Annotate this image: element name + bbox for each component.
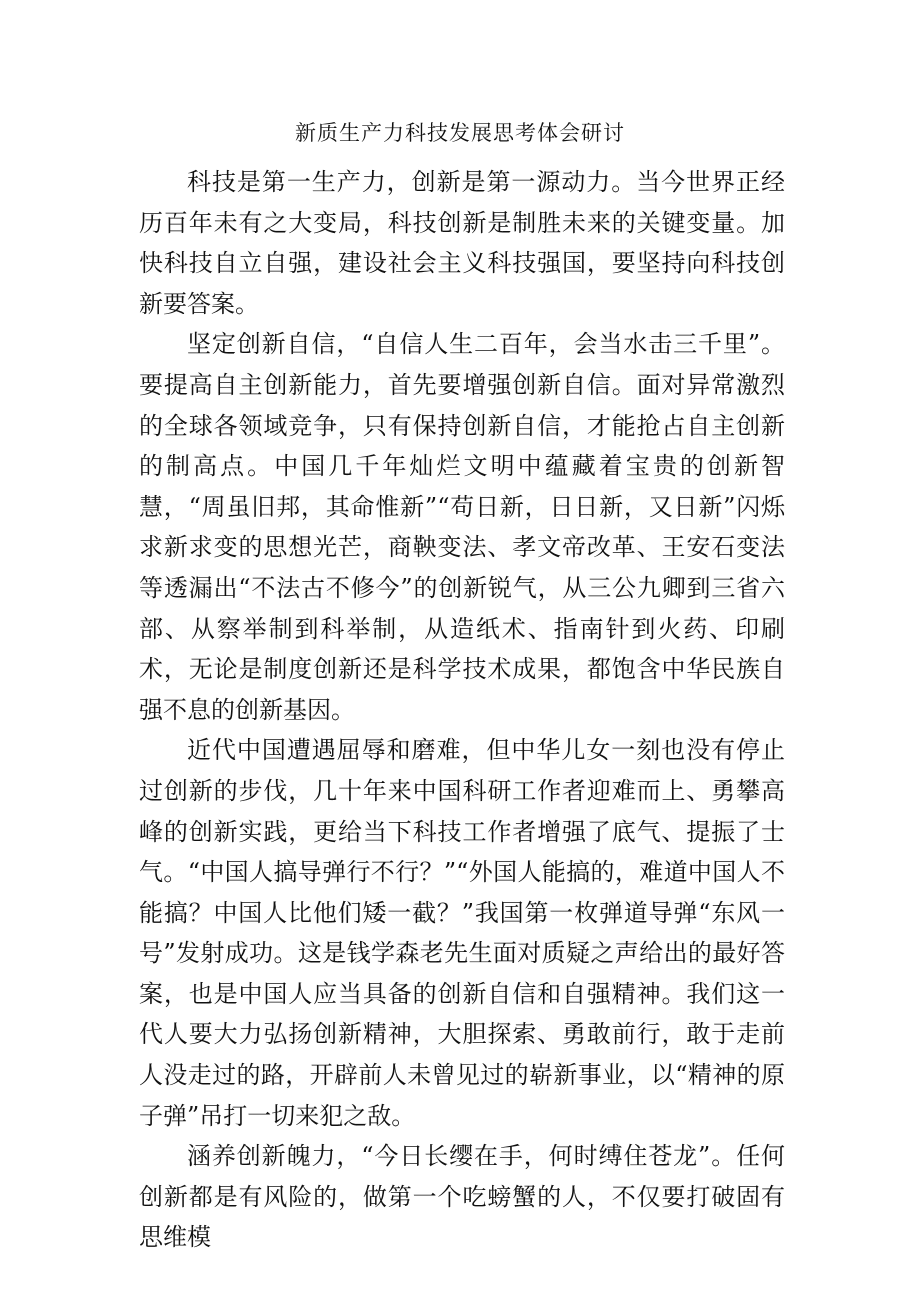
paragraph-4: 涵养创新魄力，“今日长缨在手，何时缚住苍龙”。任何创新都是有风险的，做第一个吃螃蟹的人，不仅要打破固有思维模 [139, 1142, 785, 1252]
document-title: 新质生产力科技发展思考体会研讨 [295, 121, 625, 145]
paragraph-1: 科技是第一生产力，创新是第一源动力。当今世界正经历百年未有之大变局，科技创新是制胜未来的关键变量。加快科技自立自强，建设社会主义科技强国，要坚持向科技创新要答案。 [139, 168, 785, 318]
document-body [139, 162, 785, 1258]
paragraph-2: 坚定创新自信，“自信人生二百年，会当水击三千里”。要提高自主创新能力，首先要增强创新自信。面对异常激烈的全球各领域竞争，只有保持创新自信，才能抢占自主创新的制高点。中国几千年灿烂文明中蕴藏着宝贵的创新智慧，“周虽旧邦，其命惟新”“苟日新，日日新，又日新”闪烁求新求变的思想光芒，商鞅变法、孝文帝改革、王安石变法等透漏出“不法古不修今”的创新锐气，从三公九卿到三省六部、从察举制到科举制，从造纸术、指南针到火药、印刷术，无论是制度创新还是科学技术成果，都饱含中华民族自强不息的创新基因。 [139, 330, 785, 724]
paragraph-3: 近代中国遭遇屈辱和磨难，但中华儿女一刻也没有停止过创新的步伐，几十年来中国科研工作者迎难而上、勇攀高峰的创新实践，更给当下科技工作者增强了底气、提振了士气。“中国人搞导弹行不行？”“外国人能搞的，难道中国人不能搞？中国人比他们矮一截？”我国第一枚弹道导弹“东风一号”发射成功。这是钱学森老先生面对质疑之声给出的最好答案，也是中国人应当具备的创新自信和自强精神。我们这一代人要大力弘扬创新精神，大胆探索、勇敢前行，敢于走前人没走过的路，开辟前人未曾见过的崭新事业，以“精神的原子弹”吊打一切来犯之敌。 [139, 736, 785, 1130]
